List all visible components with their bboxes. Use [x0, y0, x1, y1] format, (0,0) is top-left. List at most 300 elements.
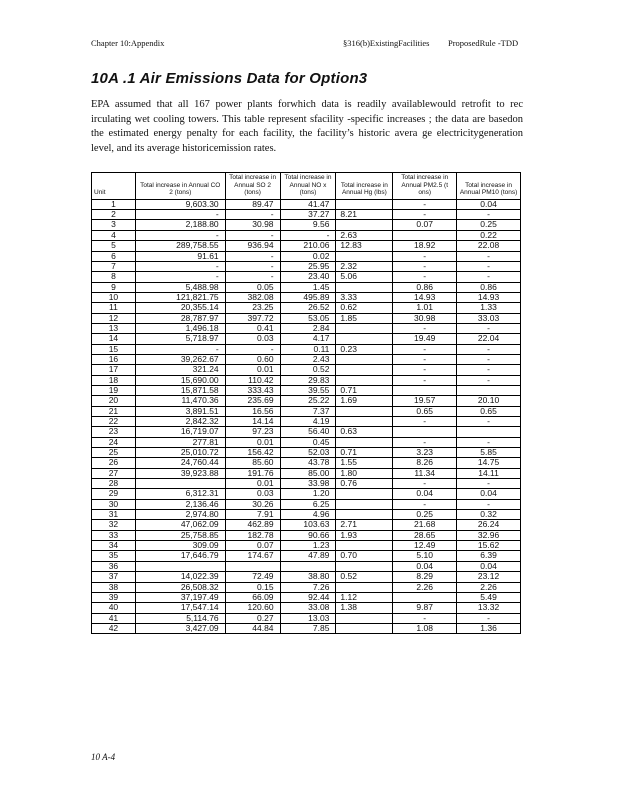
table-cell: 9 [92, 282, 136, 292]
table-cell [393, 385, 457, 395]
table-cell [336, 489, 393, 499]
table-cell: 0.86 [393, 282, 457, 292]
table-cell: 25 [92, 448, 136, 458]
table-cell: 2 [92, 210, 136, 220]
table-cell: 5.85 [457, 448, 521, 458]
table-row [92, 582, 521, 592]
table-cell: 462.89 [225, 520, 280, 530]
table-cell: 25,758.85 [135, 530, 225, 540]
table-cell: 37 [92, 572, 136, 582]
table-cell: - [457, 365, 521, 375]
table-cell: 18 [92, 375, 136, 385]
table-cell: 85.00 [280, 468, 336, 478]
table-cell: 39 [92, 592, 136, 602]
table-cell: 91.61 [135, 251, 225, 261]
table-cell: 1.69 [336, 396, 393, 406]
table-cell: 1.45 [280, 282, 336, 292]
table-row [92, 230, 521, 240]
table-cell: 495.89 [280, 292, 336, 302]
table-row [92, 406, 521, 416]
table-cell: 38.80 [280, 572, 336, 582]
table-cell: 92.44 [280, 592, 336, 602]
table-cell: 110.42 [225, 375, 280, 385]
table-cell: 1.36 [457, 623, 521, 633]
column-header: Total increase in Annual NO x (tons) [280, 173, 336, 200]
table-row [92, 251, 521, 261]
header-chapter: Chapter 10:Appendix [91, 38, 165, 48]
table-cell: 2.32 [336, 261, 393, 271]
table-cell: 0.45 [280, 437, 336, 447]
table-cell: 5,114.76 [135, 613, 225, 623]
table-cell: - [135, 344, 225, 354]
table-cell: 7.26 [280, 582, 336, 592]
table-cell: 0.11 [280, 344, 336, 354]
table-cell: 8.26 [393, 458, 457, 468]
table-cell [393, 592, 457, 602]
table-cell [336, 417, 393, 427]
table-cell: 30.26 [225, 499, 280, 509]
table-row [92, 282, 521, 292]
table-cell: 0.07 [393, 220, 457, 230]
table-cell: 174.67 [225, 551, 280, 561]
table-cell: 20.10 [457, 396, 521, 406]
table-cell: 210.06 [280, 241, 336, 251]
table-cell: 0.23 [336, 344, 393, 354]
table-row [92, 623, 521, 633]
table-cell: 36 [92, 561, 136, 571]
table-cell: 2.84 [280, 323, 336, 333]
table-cell: - [135, 261, 225, 271]
table-cell: 7.91 [225, 510, 280, 520]
table-row [92, 458, 521, 468]
table-row [92, 241, 521, 251]
table-cell: 1.01 [393, 303, 457, 313]
table-cell: 2.71 [336, 520, 393, 530]
table-cell: 0.04 [457, 489, 521, 499]
table-cell: - [457, 499, 521, 509]
table-cell: 1.08 [393, 623, 457, 633]
table-cell [336, 282, 393, 292]
table-row [92, 313, 521, 323]
table-cell: 20 [92, 396, 136, 406]
table-cell: 19 [92, 385, 136, 395]
table-row [92, 344, 521, 354]
table-cell: 3.23 [393, 448, 457, 458]
table-cell: 47,062.09 [135, 520, 225, 530]
emissions-table [91, 172, 521, 634]
table-cell: 24 [92, 437, 136, 447]
table-cell: 47.89 [280, 551, 336, 561]
table-cell: 6.25 [280, 499, 336, 509]
table-cell: 0.71 [336, 385, 393, 395]
table-cell: 0.76 [336, 479, 393, 489]
table-cell: 26.24 [457, 520, 521, 530]
table-cell: 2,188.80 [135, 220, 225, 230]
table-cell: 6 [92, 251, 136, 261]
table-cell: 14.93 [393, 292, 457, 302]
table-cell: 0.27 [225, 613, 280, 623]
table-cell: 0.32 [457, 510, 521, 520]
table-cell: 5,488.98 [135, 282, 225, 292]
table-cell: 6.39 [457, 551, 521, 561]
table-row [92, 520, 521, 530]
table-row [92, 603, 521, 613]
table-row [92, 210, 521, 220]
table-cell: - [135, 210, 225, 220]
table-cell: 8.29 [393, 572, 457, 582]
table-cell [336, 437, 393, 447]
table-row [92, 489, 521, 499]
table-row [92, 323, 521, 333]
table-cell: - [457, 613, 521, 623]
table-cell: 14.14 [225, 417, 280, 427]
table-cell: 1 [92, 199, 136, 209]
header-section: §316(b)ExistingFacilities [343, 38, 430, 48]
table-cell: 0.52 [336, 572, 393, 582]
table-cell: 14.93 [457, 292, 521, 302]
table-cell: 41 [92, 613, 136, 623]
table-cell: 0.70 [336, 551, 393, 561]
table-cell: 103.63 [280, 520, 336, 530]
table-cell: 39.55 [280, 385, 336, 395]
table-cell: - [457, 344, 521, 354]
table-cell: - [457, 251, 521, 261]
table-cell: 8.21 [336, 210, 393, 220]
table-cell: 0.25 [393, 510, 457, 520]
table-cell: 42 [92, 623, 136, 633]
table-row [92, 468, 521, 478]
table-cell: 277.81 [135, 437, 225, 447]
table-cell: 15,690.00 [135, 375, 225, 385]
table-cell: 21.68 [393, 520, 457, 530]
table-cell: 191.76 [225, 468, 280, 478]
table-cell: 13 [92, 323, 136, 333]
table-cell: 0.05 [225, 282, 280, 292]
table-cell: 21 [92, 406, 136, 416]
table-cell: 0.01 [225, 437, 280, 447]
table-cell: - [393, 437, 457, 447]
table-cell: - [225, 272, 280, 282]
table-cell [336, 365, 393, 375]
table-cell: 11 [92, 303, 136, 313]
table-cell: 25.22 [280, 396, 336, 406]
table-cell: 3 [92, 220, 136, 230]
table-cell: 66.09 [225, 592, 280, 602]
table-cell: 38 [92, 582, 136, 592]
table-cell [336, 220, 393, 230]
table-cell: 4.17 [280, 334, 336, 344]
table-cell: 0.07 [225, 541, 280, 551]
table-cell: 1.33 [457, 303, 521, 313]
table-cell: 89.47 [225, 199, 280, 209]
table-row [92, 499, 521, 509]
table-row [92, 220, 521, 230]
table-cell: - [393, 417, 457, 427]
table-cell: - [457, 437, 521, 447]
table-cell: - [393, 261, 457, 271]
table-cell: 7.85 [280, 623, 336, 633]
table-cell: 12 [92, 313, 136, 323]
column-header: Total increase in Annual PM2.5 (t ons) [393, 173, 457, 200]
table-cell: 2.43 [280, 354, 336, 364]
table-row [92, 375, 521, 385]
table-cell: 15.62 [457, 541, 521, 551]
table-cell [336, 199, 393, 209]
table-cell: 235.69 [225, 396, 280, 406]
table-cell: 14.11 [457, 468, 521, 478]
table-cell: - [393, 375, 457, 385]
table-cell: 0.25 [457, 220, 521, 230]
column-header: Total increase in Annual PM10 (tons) [457, 173, 521, 200]
table-cell: 14 [92, 334, 136, 344]
table-cell: 26 [92, 458, 136, 468]
table-cell [336, 613, 393, 623]
table-cell: 6,312.31 [135, 489, 225, 499]
table-cell: - [457, 417, 521, 427]
table-cell: - [135, 272, 225, 282]
table-cell: 23.25 [225, 303, 280, 313]
table-cell: 9.87 [393, 603, 457, 613]
table-cell: 0.86 [457, 282, 521, 292]
table-cell: 31 [92, 510, 136, 520]
table-cell: 29.83 [280, 375, 336, 385]
table-cell: 5.49 [457, 592, 521, 602]
table-cell: 72.49 [225, 572, 280, 582]
table-cell: 33.03 [457, 313, 521, 323]
table-cell: 44.84 [225, 623, 280, 633]
table-cell: 0.71 [336, 448, 393, 458]
table-cell: 1.38 [336, 603, 393, 613]
table-cell: 0.41 [225, 323, 280, 333]
table-row [92, 261, 521, 271]
table-cell: 1.20 [280, 489, 336, 499]
table-cell: 4.19 [280, 417, 336, 427]
table-body [92, 199, 521, 633]
table-cell: - [393, 199, 457, 209]
table-cell: - [457, 261, 521, 271]
table-cell [336, 582, 393, 592]
table-cell: 2,136.46 [135, 499, 225, 509]
table-cell: 33.98 [280, 479, 336, 489]
table-cell: 0.15 [225, 582, 280, 592]
table-cell: 11,470.36 [135, 396, 225, 406]
column-header: Unit [92, 173, 136, 200]
table-cell: 0.52 [280, 365, 336, 375]
section-title: 10A .1 Air Emissions Data for Option3 [91, 70, 368, 87]
table-row [92, 365, 521, 375]
table-cell: - [280, 230, 336, 240]
table-cell: 3,427.09 [135, 623, 225, 633]
table-row [92, 592, 521, 602]
table-cell: 24,760.44 [135, 458, 225, 468]
table-cell [336, 510, 393, 520]
table-row [92, 334, 521, 344]
table-cell: 90.66 [280, 530, 336, 540]
table-cell: 0.65 [457, 406, 521, 416]
table-cell: 39,923.88 [135, 468, 225, 478]
table-row [92, 437, 521, 447]
table-cell: 289,758.55 [135, 241, 225, 251]
table-cell: 0.63 [336, 427, 393, 437]
page-footer: 10 A-4 [91, 752, 116, 762]
table-cell: 30.98 [225, 220, 280, 230]
table-cell: 28.65 [393, 530, 457, 540]
table-row [92, 510, 521, 520]
table-cell: 12.49 [393, 541, 457, 551]
table-cell: 15 [92, 344, 136, 354]
table-cell [336, 499, 393, 509]
table-cell [135, 561, 225, 571]
table-cell: 0.22 [457, 230, 521, 240]
table-cell: 1.55 [336, 458, 393, 468]
table-row [92, 303, 521, 313]
table-cell: 18.92 [393, 241, 457, 251]
table-cell: 3,891.51 [135, 406, 225, 416]
table-cell: 16.56 [225, 406, 280, 416]
header-doc: ProposedRule -TDD [448, 38, 519, 48]
table-cell: - [393, 354, 457, 364]
table-cell: 85.60 [225, 458, 280, 468]
table-cell: 34 [92, 541, 136, 551]
table-row [92, 561, 521, 571]
table-cell: 1.93 [336, 530, 393, 540]
table-cell: 4.96 [280, 510, 336, 520]
table-cell: 32.96 [457, 530, 521, 540]
table-cell: 2,974.80 [135, 510, 225, 520]
table-cell: - [393, 613, 457, 623]
table-cell: - [393, 365, 457, 375]
table-cell: 0.04 [393, 489, 457, 499]
table-cell: 40 [92, 603, 136, 613]
table-cell: 23.40 [280, 272, 336, 282]
table-cell: 5,718.97 [135, 334, 225, 344]
table-cell: 1.85 [336, 313, 393, 323]
table-cell: 20,355.14 [135, 303, 225, 313]
table-cell: 2,842.32 [135, 417, 225, 427]
table-cell: 7.37 [280, 406, 336, 416]
table-cell: 9,603.30 [135, 199, 225, 209]
table-cell: 0.60 [225, 354, 280, 364]
table-cell: - [393, 323, 457, 333]
table-cell: 1,496.18 [135, 323, 225, 333]
table-cell: 16,719.07 [135, 427, 225, 437]
table-cell: 2.26 [393, 582, 457, 592]
table-cell: - [393, 479, 457, 489]
table-cell: - [457, 210, 521, 220]
table-row [92, 541, 521, 551]
table-cell [336, 334, 393, 344]
table-cell: 321.24 [135, 365, 225, 375]
table-cell [457, 427, 521, 437]
table-cell: - [135, 230, 225, 240]
table-cell: - [457, 479, 521, 489]
table-cell: - [393, 344, 457, 354]
table-cell [225, 561, 280, 571]
table-cell: 22.08 [457, 241, 521, 251]
table-cell: 3.33 [336, 292, 393, 302]
table-cell [336, 354, 393, 364]
table-cell: 0.65 [393, 406, 457, 416]
table-cell [336, 375, 393, 385]
table-cell: 17,547.14 [135, 603, 225, 613]
table-cell: 25.95 [280, 261, 336, 271]
table-cell: 121,821.75 [135, 292, 225, 302]
table-cell: 16 [92, 354, 136, 364]
table-cell: 2.63 [336, 230, 393, 240]
table-cell: 26,508.32 [135, 582, 225, 592]
table-cell: 33 [92, 530, 136, 540]
table-row [92, 199, 521, 209]
column-header: Total increase in Annual Hg (lbs) [336, 173, 393, 200]
table-cell: 17 [92, 365, 136, 375]
table-cell: 97.23 [225, 427, 280, 437]
table-cell: - [393, 272, 457, 282]
table-cell: 5.10 [393, 551, 457, 561]
table-row [92, 572, 521, 582]
table-cell: 0.03 [225, 334, 280, 344]
table-cell [393, 230, 457, 240]
table-cell: - [225, 344, 280, 354]
table-cell: 12.83 [336, 241, 393, 251]
table-cell: 15,871.58 [135, 385, 225, 395]
table-cell [336, 623, 393, 633]
table-cell: 182.78 [225, 530, 280, 540]
table-cell: 8 [92, 272, 136, 282]
table-cell: 43.78 [280, 458, 336, 468]
table-cell: 35 [92, 551, 136, 561]
table-row [92, 354, 521, 364]
table-cell: 0.04 [457, 561, 521, 571]
table-cell: 27 [92, 468, 136, 478]
table-cell: 32 [92, 520, 136, 530]
table-cell: 26.52 [280, 303, 336, 313]
table-cell: - [393, 499, 457, 509]
table-cell: 9.56 [280, 220, 336, 230]
table-cell: 19.49 [393, 334, 457, 344]
table-cell: 53.05 [280, 313, 336, 323]
table-cell: 0.02 [280, 251, 336, 261]
table-cell: 28,787.97 [135, 313, 225, 323]
table-row [92, 448, 521, 458]
table-cell: 5.06 [336, 272, 393, 282]
table-cell: 37.27 [280, 210, 336, 220]
table-cell [135, 479, 225, 489]
table-cell: 25,010.72 [135, 448, 225, 458]
table-cell: 1.23 [280, 541, 336, 551]
table-cell: 52.03 [280, 448, 336, 458]
table-cell: 30 [92, 499, 136, 509]
table-cell: 156.42 [225, 448, 280, 458]
table-cell: 0.04 [393, 561, 457, 571]
table-cell: 29 [92, 489, 136, 499]
table-row [92, 396, 521, 406]
table-cell: 7 [92, 261, 136, 271]
table-cell: 22.04 [457, 334, 521, 344]
table-row [92, 427, 521, 437]
table-row [92, 479, 521, 489]
table-cell [280, 561, 336, 571]
table-row [92, 272, 521, 282]
table-cell: 2.26 [457, 582, 521, 592]
table-cell: 0.62 [336, 303, 393, 313]
table-cell: 56.40 [280, 427, 336, 437]
table-cell: - [457, 272, 521, 282]
table-cell: 30.98 [393, 313, 457, 323]
table-cell: 0.01 [225, 365, 280, 375]
table-cell: 11.34 [393, 468, 457, 478]
table-row [92, 292, 521, 302]
table-cell: 382.08 [225, 292, 280, 302]
